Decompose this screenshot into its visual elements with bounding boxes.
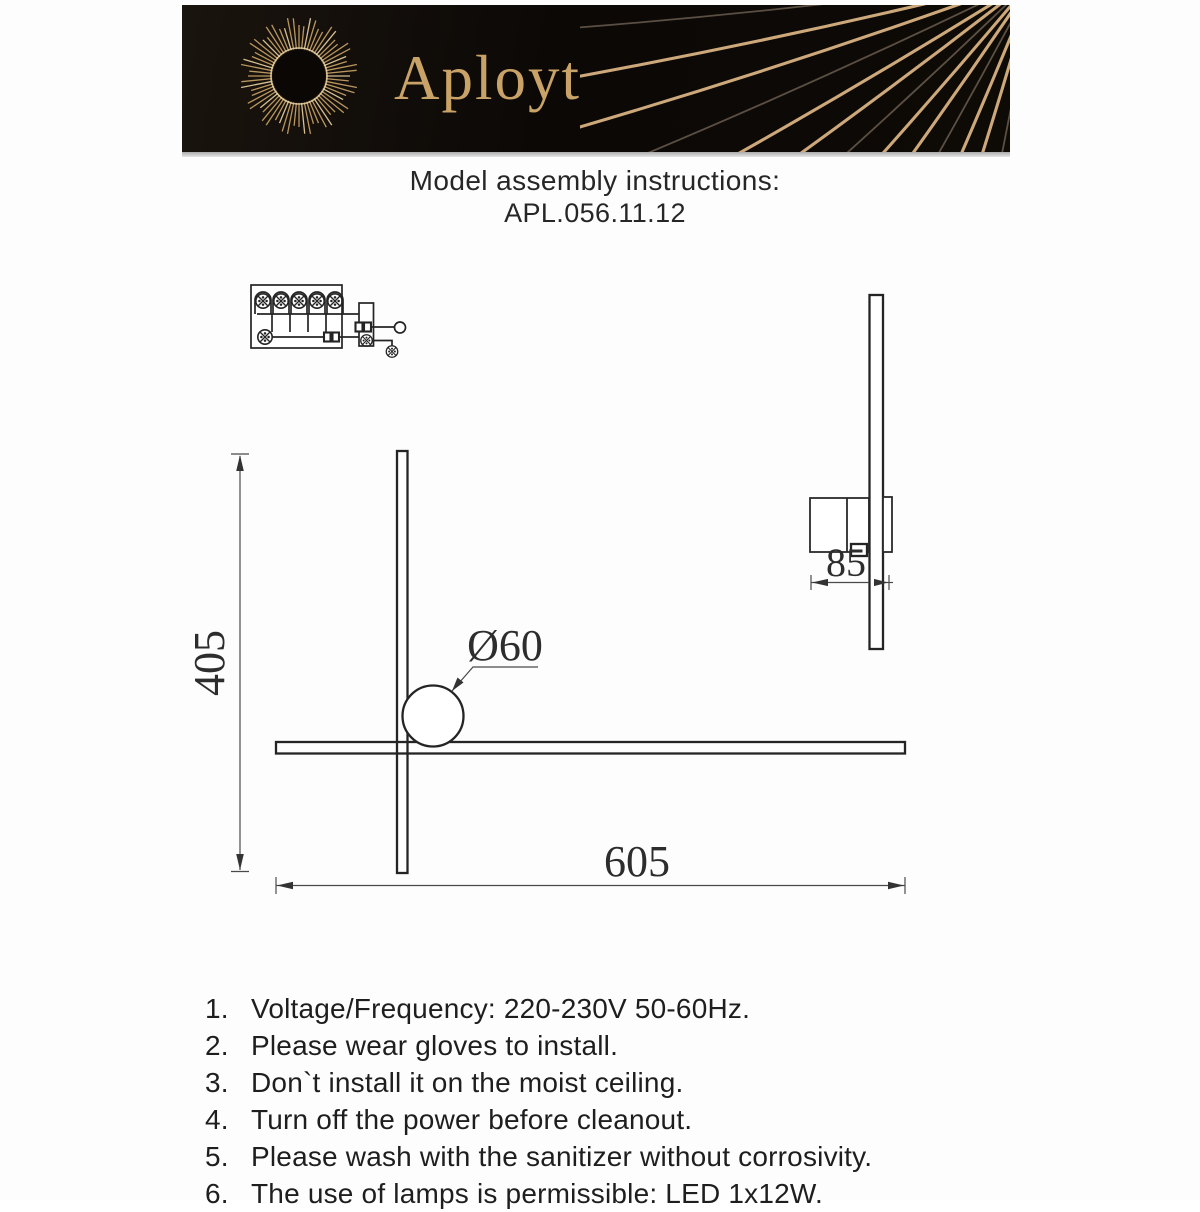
- instructions-list: [205, 990, 1035, 1212]
- brand-banner: [182, 5, 1010, 152]
- vertical-tube: [397, 451, 408, 873]
- instruction-item: [205, 1175, 1035, 1212]
- dim-width-label: 605: [604, 837, 670, 886]
- instruction-item: [205, 990, 1035, 1027]
- instruction-item: [205, 1064, 1035, 1101]
- instruction-text: Don`t install it on the moist ceiling.: [251, 1066, 684, 1098]
- mounting-screw-icon: [386, 346, 398, 358]
- dim-ball-diameter: [452, 621, 543, 691]
- dim-height: [185, 454, 249, 872]
- model-number: APL.056.11.12: [504, 198, 686, 228]
- instruction-item: [205, 1101, 1035, 1138]
- title-block: [0, 164, 1190, 230]
- side-view: [810, 295, 892, 649]
- inline-connector: [333, 333, 340, 342]
- instruction-text: The use of lamps is permissible: LED 1x12W.: [251, 1177, 823, 1209]
- instruction-number: 2.: [205, 1029, 229, 1061]
- instruction-number: 1.: [205, 992, 229, 1024]
- instruction-text: Turn off the power before cleanout.: [251, 1103, 693, 1135]
- instruction-number: 5.: [205, 1140, 229, 1172]
- inline-connector: [324, 333, 331, 342]
- instruction-text: Voltage/Frequency: 220-230V 50-60Hz.: [251, 992, 751, 1024]
- dim-ball-label: Ø60: [467, 621, 543, 670]
- tube-side-profile: [870, 295, 884, 649]
- banner-shadow: [182, 152, 1010, 157]
- page-title: Model assembly instructions:: [409, 165, 781, 196]
- dim-height-label: 405: [185, 630, 234, 696]
- sunburst-logo-icon: [234, 11, 364, 146]
- technical-drawing: [0, 255, 1200, 960]
- instruction-item: [205, 1027, 1035, 1064]
- instruction-text: Please wear gloves to install.: [251, 1029, 619, 1061]
- horizontal-tube: [276, 742, 905, 754]
- instruction-number: 6.: [205, 1177, 229, 1209]
- connector-pin: [364, 323, 371, 332]
- wire-loop: [395, 322, 406, 333]
- banner-rays-decoration-icon: [580, 5, 1010, 152]
- instruction-number: 3.: [205, 1066, 229, 1098]
- connector-pin: [356, 323, 363, 332]
- wiring-diagram: [251, 285, 406, 357]
- instruction-item: [205, 1138, 1035, 1175]
- mount-plate: [883, 497, 892, 552]
- instruction-number: 4.: [205, 1103, 229, 1135]
- brand-wordmark: Aployt: [394, 43, 582, 113]
- dim-depth-label: 85: [826, 540, 866, 585]
- instruction-text: Please wash with the sanitizer without corrosivity.: [251, 1140, 873, 1172]
- ball-joint: [403, 686, 464, 747]
- dim-width: [276, 837, 905, 894]
